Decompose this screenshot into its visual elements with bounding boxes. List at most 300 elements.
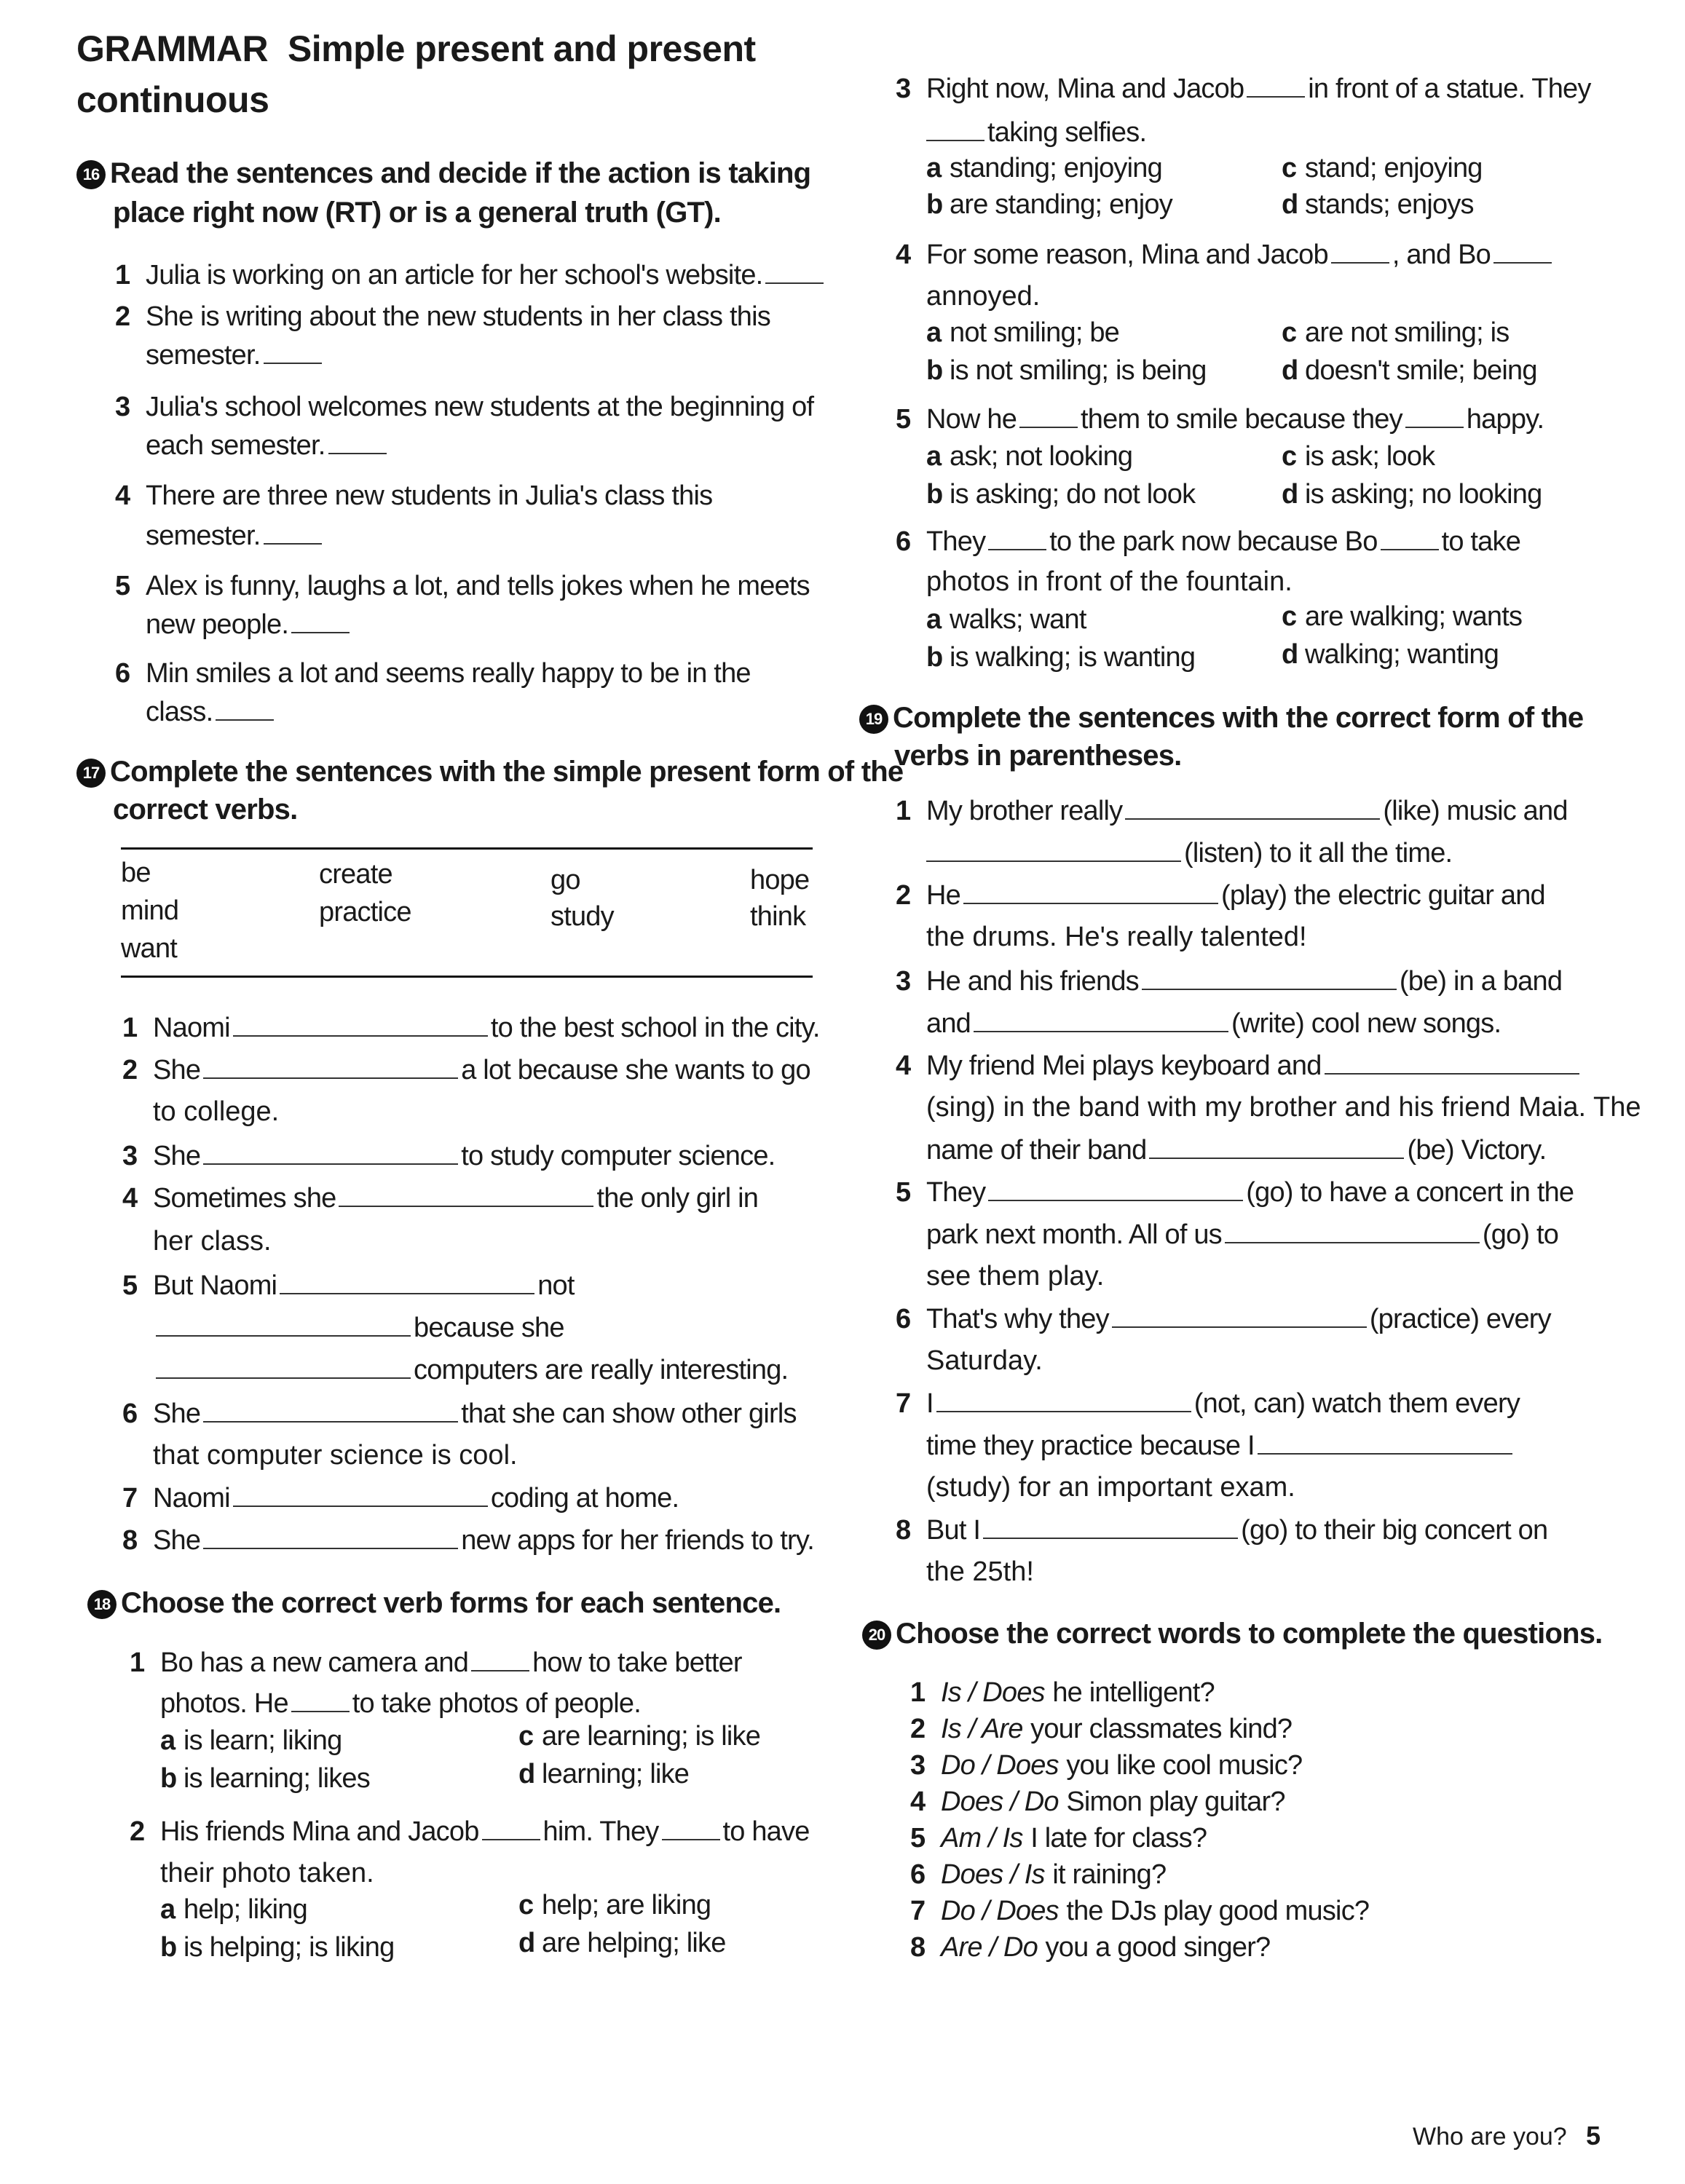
option-c[interactable] bbox=[1282, 603, 1522, 630]
item-number: 1 bbox=[122, 1013, 138, 1043]
item-text: to study computer science. bbox=[461, 1141, 776, 1171]
answer-blank[interactable] bbox=[926, 118, 984, 141]
item-text: Simon play guitar? bbox=[1066, 1787, 1285, 1817]
answer-blank[interactable] bbox=[203, 1526, 458, 1549]
answer-blank[interactable] bbox=[264, 521, 322, 545]
option-text: walks; want bbox=[950, 604, 1086, 635]
answer-blank[interactable] bbox=[1149, 1136, 1404, 1159]
ex17-item-8 bbox=[122, 1526, 814, 1554]
item-number: 4 bbox=[910, 1787, 926, 1817]
ex17-item-2 bbox=[122, 1056, 810, 1084]
word-choice[interactable]: Is / Does bbox=[941, 1677, 1045, 1708]
answer-blank[interactable] bbox=[339, 1184, 593, 1207]
item-text: She bbox=[153, 1055, 201, 1085]
answer-blank[interactable] bbox=[1225, 1220, 1480, 1243]
option-letter: c bbox=[1282, 317, 1298, 348]
item-text: (listen) to it all the time. bbox=[1184, 838, 1453, 869]
word-box-word: practice bbox=[319, 897, 411, 927]
word-box-word: want bbox=[121, 933, 178, 964]
item-text: (play) the electric guitar and bbox=[1220, 880, 1545, 911]
option-text: is not smiling; is being bbox=[950, 355, 1207, 386]
item-text: He bbox=[926, 880, 960, 911]
item-number: 4 bbox=[115, 480, 131, 511]
item-number: 1 bbox=[130, 1647, 146, 1678]
ex19-item-1-cont bbox=[926, 839, 1452, 867]
answer-blank[interactable] bbox=[216, 697, 274, 721]
ex19-item-5-cont1 bbox=[926, 1220, 1558, 1249]
ex16-instruction-line2: place right now (RT) or is a general truth (GT). bbox=[113, 197, 721, 229]
word-box-top-rule bbox=[121, 847, 813, 850]
ex19-instruction-line1: Complete the sentences with the correct form of the bbox=[893, 702, 1584, 734]
option-a[interactable] bbox=[160, 1727, 342, 1754]
item-number: 5 bbox=[896, 404, 912, 435]
page-title bbox=[76, 28, 756, 69]
question-line bbox=[896, 74, 1591, 103]
ex19-item-3 bbox=[896, 967, 1562, 995]
option-d[interactable] bbox=[1282, 480, 1542, 508]
answer-blank[interactable] bbox=[1331, 240, 1389, 264]
answer-blank[interactable] bbox=[156, 1313, 411, 1337]
item-text: to take bbox=[1441, 526, 1521, 557]
option-text: learning; like bbox=[542, 1759, 690, 1789]
question-line bbox=[130, 1817, 810, 1845]
item-number: 2 bbox=[130, 1816, 146, 1847]
item-number: 1 bbox=[115, 260, 131, 290]
title-rest: Simple present and present bbox=[287, 28, 756, 69]
ex16-instruction-line1: Read the sentences and decide if the action is taking bbox=[110, 157, 811, 189]
item-text: in front of a statue. They bbox=[1308, 74, 1591, 104]
page-number: 5 bbox=[1586, 2121, 1601, 2151]
item-text: the only girl in bbox=[596, 1183, 759, 1214]
item-number: 6 bbox=[115, 658, 131, 689]
item-text: Julia's school welcomes new students at the beginning of bbox=[146, 392, 814, 422]
ex19-item-7 bbox=[896, 1389, 1520, 1417]
item-text: that she can show other girls bbox=[461, 1398, 797, 1429]
answer-blank[interactable] bbox=[1019, 405, 1078, 428]
item-text: (write) cool new songs. bbox=[1231, 1008, 1501, 1039]
answer-blank[interactable] bbox=[1493, 240, 1552, 264]
item-text: Naomi bbox=[153, 1013, 230, 1043]
item-text: I late for class? bbox=[1030, 1823, 1207, 1853]
item-text: (go) to their big concert on bbox=[1241, 1515, 1548, 1546]
item-text: Julia is working on an article for her school's website. bbox=[146, 260, 763, 290]
option-a[interactable] bbox=[160, 1896, 307, 1923]
word-box-word: think bbox=[750, 901, 806, 932]
ex18-instruction-text: Choose the correct verb forms for each sentence. bbox=[121, 1587, 781, 1619]
option-a[interactable] bbox=[926, 443, 1132, 470]
question-line bbox=[896, 527, 1520, 555]
item-text: you like cool music? bbox=[1066, 1750, 1303, 1781]
ex16-item-6-cont bbox=[146, 697, 277, 726]
exercise-number-badge: 16 bbox=[76, 160, 106, 189]
item-number: 4 bbox=[896, 240, 912, 270]
item-text: (not, can) watch them every bbox=[1193, 1388, 1520, 1419]
option-text: stands; enjoys bbox=[1305, 189, 1474, 220]
ex17-item-5 bbox=[122, 1271, 575, 1299]
item-number: 3 bbox=[115, 392, 131, 422]
item-text: because she bbox=[414, 1313, 564, 1343]
ex17-item-6 bbox=[122, 1399, 797, 1428]
option-text: is learn; liking bbox=[184, 1725, 342, 1756]
item-text: But Naomi bbox=[153, 1270, 277, 1301]
option-c[interactable] bbox=[1282, 443, 1435, 470]
ex17-item-4-cont: her class. bbox=[153, 1226, 272, 1257]
option-letter: b bbox=[926, 642, 944, 673]
item-text: class. bbox=[146, 697, 213, 727]
item-number: 7 bbox=[910, 1896, 926, 1926]
question-line bbox=[926, 118, 1146, 146]
item-text: new people. bbox=[146, 609, 289, 640]
item-text: them to smile because they bbox=[1081, 404, 1402, 435]
ex20-item-5 bbox=[910, 1824, 1207, 1852]
option-text: standing; enjoying bbox=[950, 153, 1162, 183]
answer-blank[interactable] bbox=[203, 1056, 458, 1079]
answer-blank[interactable] bbox=[291, 610, 350, 633]
word-box-word: mind bbox=[121, 895, 179, 926]
item-text: name of their band bbox=[926, 1135, 1147, 1166]
ex16-item-4-cont bbox=[146, 521, 325, 550]
word-choice[interactable]: Does / Do bbox=[941, 1787, 1059, 1817]
ex17-item-5-cont1 bbox=[153, 1313, 564, 1342]
option-letter: b bbox=[160, 1763, 178, 1794]
item-text: you a good singer? bbox=[1045, 1932, 1271, 1963]
option-letter: c bbox=[518, 1890, 534, 1920]
item-number: 1 bbox=[910, 1677, 926, 1708]
answer-blank[interactable] bbox=[974, 1009, 1228, 1032]
option-d[interactable] bbox=[518, 1760, 689, 1788]
ex17-item-6-cont: that computer science is cool. bbox=[153, 1440, 518, 1471]
ex19-item-7-cont1 bbox=[926, 1431, 1515, 1460]
item-text: My brother really bbox=[926, 796, 1123, 826]
page-title-line2: continuous bbox=[76, 79, 269, 120]
option-b[interactable] bbox=[926, 644, 1195, 671]
ex16-item-5-cont bbox=[146, 610, 352, 638]
option-c[interactable] bbox=[1282, 319, 1509, 347]
question-line: photos in front of the fountain. bbox=[926, 566, 1293, 597]
answer-blank[interactable] bbox=[1112, 1305, 1367, 1328]
option-letter: d bbox=[518, 1759, 536, 1789]
answer-blank[interactable] bbox=[662, 1817, 720, 1840]
word-box-word: hope bbox=[750, 865, 810, 895]
ex19-item-7-cont2: (study) for an important exam. bbox=[926, 1472, 1295, 1503]
ex16-instruction bbox=[76, 159, 810, 189]
item-number: 8 bbox=[896, 1515, 912, 1546]
option-letter: c bbox=[1282, 441, 1298, 472]
item-text: She is writing about the new students in her class this bbox=[146, 301, 770, 332]
question-line: their photo taken. bbox=[160, 1858, 374, 1888]
item-text: semester. bbox=[146, 521, 261, 551]
ex17-instruction bbox=[76, 757, 903, 788]
answer-blank[interactable] bbox=[936, 1389, 1191, 1412]
item-text: a lot because she wants to go bbox=[461, 1055, 810, 1085]
item-number: 2 bbox=[910, 1714, 926, 1744]
exercise-number-badge: 19 bbox=[859, 705, 888, 734]
item-text: Naomi bbox=[153, 1483, 230, 1514]
ex20-item-7 bbox=[910, 1897, 1369, 1925]
ex20-item-2 bbox=[910, 1715, 1292, 1743]
ex17-item-2-cont: to college. bbox=[153, 1096, 280, 1127]
word-box-bottom-rule bbox=[121, 976, 813, 978]
answer-blank[interactable] bbox=[203, 1142, 458, 1165]
word-choice[interactable]: Is / Are bbox=[941, 1714, 1023, 1744]
option-a[interactable] bbox=[926, 154, 1162, 182]
answer-blank[interactable] bbox=[983, 1516, 1238, 1539]
answer-blank[interactable] bbox=[291, 1689, 350, 1712]
word-choice[interactable]: Do / Does bbox=[941, 1750, 1059, 1781]
item-text: happy. bbox=[1466, 404, 1544, 435]
option-letter: d bbox=[1282, 189, 1299, 220]
ex16-item-1 bbox=[115, 261, 826, 289]
item-text: She bbox=[153, 1525, 201, 1556]
answer-blank[interactable] bbox=[482, 1817, 540, 1840]
item-text: His friends Mina and Jacob bbox=[160, 1816, 479, 1847]
answer-blank[interactable] bbox=[1142, 967, 1397, 990]
ex17-instruction-line1: Complete the sentences with the simple present form of the bbox=[110, 756, 904, 788]
option-text: is asking; no looking bbox=[1305, 479, 1542, 510]
option-letter: d bbox=[1282, 639, 1299, 670]
item-text: (go) to have a concert in the bbox=[1246, 1177, 1574, 1208]
option-text: walking; wanting bbox=[1305, 639, 1499, 670]
ex17-item-1 bbox=[122, 1013, 820, 1042]
question-line bbox=[896, 405, 1544, 433]
option-text: doesn't smile; being bbox=[1305, 355, 1537, 386]
item-text: photos. He bbox=[160, 1688, 288, 1719]
option-letter: c bbox=[518, 1721, 534, 1752]
ex19-item-2 bbox=[896, 881, 1545, 909]
word-choice[interactable]: Does / Is bbox=[941, 1859, 1045, 1890]
item-text: the DJs play good music? bbox=[1066, 1896, 1370, 1926]
answer-blank[interactable] bbox=[471, 1648, 529, 1671]
option-c[interactable] bbox=[1282, 154, 1483, 182]
item-text: park next month. All of us bbox=[926, 1219, 1222, 1250]
option-text: is ask; look bbox=[1305, 441, 1435, 472]
option-c[interactable] bbox=[518, 1722, 760, 1750]
option-letter: d bbox=[1282, 479, 1299, 510]
answer-blank[interactable] bbox=[1125, 796, 1380, 820]
word-choice[interactable]: Am / Is bbox=[941, 1823, 1023, 1853]
item-text: They bbox=[926, 1177, 986, 1208]
ex19-item-6-cont: Saturday. bbox=[926, 1345, 1043, 1376]
item-text: how to take better bbox=[532, 1647, 742, 1678]
answer-blank[interactable] bbox=[1247, 74, 1305, 98]
item-text: (go) to bbox=[1482, 1219, 1559, 1250]
ex19-instruction bbox=[859, 703, 1583, 734]
item-number: 6 bbox=[122, 1398, 138, 1429]
answer-blank[interactable] bbox=[280, 1271, 534, 1294]
ex17-item-3 bbox=[122, 1142, 775, 1170]
option-letter: a bbox=[160, 1725, 176, 1756]
item-number: 6 bbox=[896, 526, 912, 557]
option-letter: b bbox=[926, 189, 944, 220]
option-letter: a bbox=[926, 441, 942, 472]
option-text: are helping; like bbox=[542, 1928, 726, 1958]
option-letter: b bbox=[160, 1932, 178, 1963]
answer-blank[interactable] bbox=[156, 1356, 411, 1379]
item-text: They bbox=[926, 526, 986, 557]
exercise-number-badge: 20 bbox=[862, 1621, 891, 1650]
item-number: 4 bbox=[122, 1183, 138, 1214]
item-number: 7 bbox=[122, 1483, 138, 1514]
ex17-item-5-cont2 bbox=[153, 1356, 788, 1384]
item-text: Alex is funny, laughs a lot, and tells jokes when he meets bbox=[146, 571, 810, 601]
ex16-item-2 bbox=[115, 303, 770, 331]
item-number: 5 bbox=[122, 1270, 138, 1301]
item-text: semester. bbox=[146, 340, 261, 371]
question-line bbox=[896, 240, 1555, 269]
item-text: not bbox=[537, 1270, 575, 1301]
word-box-word: go bbox=[551, 865, 580, 895]
answer-blank[interactable] bbox=[203, 1399, 458, 1423]
answer-blank[interactable] bbox=[988, 1178, 1243, 1201]
answer-blank[interactable] bbox=[1258, 1431, 1512, 1455]
item-text: each semester. bbox=[146, 430, 325, 461]
option-text: is learning; likes bbox=[184, 1763, 370, 1794]
option-text: are walking; wants bbox=[1305, 601, 1523, 632]
answer-blank[interactable] bbox=[233, 1484, 488, 1507]
option-text: not smiling; be bbox=[950, 317, 1120, 348]
item-number: 8 bbox=[122, 1525, 138, 1556]
option-letter: c bbox=[1282, 601, 1298, 632]
option-text: stand; enjoying bbox=[1305, 153, 1483, 183]
ex16-item-6 bbox=[115, 660, 751, 687]
ex16-item-3 bbox=[115, 393, 813, 421]
item-text: For some reason, Mina and Jacob bbox=[926, 240, 1328, 270]
answer-blank[interactable] bbox=[1405, 405, 1464, 428]
item-text: He and his friends bbox=[926, 966, 1139, 997]
option-letter: b bbox=[926, 479, 944, 510]
option-text: are standing; enjoy bbox=[950, 189, 1172, 220]
exercise-number-badge: 18 bbox=[87, 1590, 117, 1619]
ex17-instruction-line2: correct verbs. bbox=[113, 794, 298, 826]
item-text: computers are really interesting. bbox=[414, 1355, 789, 1385]
ex16-item-5 bbox=[115, 572, 810, 600]
option-d[interactable] bbox=[518, 1929, 726, 1957]
option-letter: d bbox=[518, 1928, 536, 1958]
ex19-instruction-line2: verbs in parentheses. bbox=[894, 740, 1182, 772]
ex20-item-1 bbox=[910, 1679, 1215, 1706]
item-number: 2 bbox=[896, 880, 912, 911]
item-text: But I bbox=[926, 1515, 981, 1546]
item-text: time they practice because I bbox=[926, 1431, 1255, 1461]
ex19-item-5 bbox=[896, 1178, 1574, 1206]
answer-blank[interactable] bbox=[963, 881, 1218, 904]
ex19-item-8 bbox=[896, 1516, 1547, 1544]
answer-blank[interactable] bbox=[988, 527, 1046, 550]
option-letter: a bbox=[926, 604, 942, 635]
item-text: your classmates kind? bbox=[1030, 1714, 1293, 1744]
option-text: is asking; do not look bbox=[950, 479, 1196, 510]
ex20-item-3 bbox=[910, 1752, 1302, 1779]
option-b[interactable] bbox=[160, 1934, 394, 1961]
item-text: (be) Victory. bbox=[1407, 1135, 1547, 1166]
item-text: (like) music and bbox=[1383, 796, 1568, 826]
answer-blank[interactable] bbox=[1325, 1051, 1579, 1075]
option-b[interactable] bbox=[926, 357, 1207, 384]
word-choice[interactable]: Do / Does bbox=[941, 1896, 1059, 1926]
item-text: Sometimes she bbox=[153, 1183, 336, 1214]
answer-blank[interactable] bbox=[926, 839, 1181, 862]
item-text: to the best school in the city. bbox=[490, 1013, 820, 1043]
ex17-item-4 bbox=[122, 1184, 758, 1212]
item-number: 8 bbox=[910, 1932, 926, 1963]
option-d[interactable] bbox=[1282, 191, 1474, 218]
option-text: are not smiling; is bbox=[1305, 317, 1510, 348]
option-a[interactable] bbox=[926, 319, 1119, 347]
word-box-word: create bbox=[319, 859, 392, 890]
option-text: help; liking bbox=[184, 1894, 307, 1925]
ex19-item-1 bbox=[896, 796, 1568, 825]
option-letter: c bbox=[1282, 153, 1298, 183]
item-text: he intelligent? bbox=[1052, 1677, 1215, 1708]
ex19-item-4 bbox=[896, 1051, 1582, 1080]
footer-unit-title: Who are you? bbox=[1413, 2123, 1567, 2151]
ex19-item-4-cont1: (sing) in the band with my brother and his friend Maia. The bbox=[926, 1092, 1641, 1123]
answer-blank[interactable] bbox=[233, 1013, 488, 1037]
ex16-item-4 bbox=[115, 482, 712, 510]
item-number: 5 bbox=[896, 1177, 912, 1208]
item-text: it raining? bbox=[1052, 1859, 1167, 1890]
option-a[interactable] bbox=[926, 606, 1086, 633]
item-text: That's why they bbox=[926, 1304, 1109, 1334]
ex20-item-8 bbox=[910, 1934, 1270, 1961]
ex16-item-2-cont bbox=[146, 341, 325, 369]
item-number: 5 bbox=[910, 1823, 926, 1853]
item-text: Min smiles a lot and seems really happy to be in the bbox=[146, 658, 751, 689]
ex19-item-5-cont2: see them play. bbox=[926, 1261, 1105, 1291]
option-d[interactable] bbox=[1282, 641, 1499, 668]
word-box-word: study bbox=[551, 901, 614, 932]
ex16-item-3-cont bbox=[146, 431, 390, 459]
option-d[interactable] bbox=[1282, 357, 1537, 384]
title-prefix: GRAMMAR bbox=[76, 28, 269, 69]
option-b[interactable] bbox=[926, 191, 1172, 218]
exercise-number-badge: 17 bbox=[76, 759, 106, 788]
word-choice[interactable]: Are / Do bbox=[941, 1932, 1038, 1963]
option-text: are learning; is like bbox=[542, 1721, 761, 1752]
item-number: 4 bbox=[896, 1051, 912, 1081]
option-letter: a bbox=[926, 317, 942, 348]
item-number: 3 bbox=[896, 966, 912, 997]
answer-blank[interactable] bbox=[765, 261, 824, 284]
ex19-item-2-cont: the drums. He's really talented! bbox=[926, 922, 1307, 952]
ex19-item-4-cont2 bbox=[926, 1136, 1546, 1164]
ex17-item-7 bbox=[122, 1484, 679, 1512]
item-number: 2 bbox=[122, 1055, 138, 1085]
ex19-item-3-cont bbox=[926, 1009, 1501, 1037]
ex20-item-6 bbox=[910, 1861, 1166, 1888]
item-number: 6 bbox=[896, 1304, 912, 1334]
question-line: annoyed. bbox=[926, 281, 1041, 312]
item-number: 5 bbox=[115, 571, 131, 601]
option-b[interactable] bbox=[926, 480, 1195, 508]
question-line bbox=[160, 1689, 641, 1717]
option-b[interactable] bbox=[160, 1765, 370, 1792]
answer-blank[interactable] bbox=[1381, 527, 1439, 550]
answer-blank[interactable] bbox=[264, 341, 322, 364]
option-letter: a bbox=[926, 153, 942, 183]
option-c[interactable] bbox=[518, 1891, 711, 1919]
item-text: him. They bbox=[542, 1816, 659, 1847]
item-number: 1 bbox=[896, 796, 912, 826]
item-text: (be) in a band bbox=[1399, 966, 1563, 997]
item-text: Bo has a new camera and bbox=[160, 1647, 469, 1678]
item-text: Now he bbox=[926, 404, 1017, 435]
item-text: There are three new students in Julia's class this bbox=[146, 480, 713, 511]
option-text: ask; not looking bbox=[950, 441, 1133, 472]
item-text: Right now, Mina and Jacob bbox=[926, 74, 1244, 104]
answer-blank[interactable] bbox=[328, 431, 387, 454]
item-number: 7 bbox=[896, 1388, 912, 1419]
